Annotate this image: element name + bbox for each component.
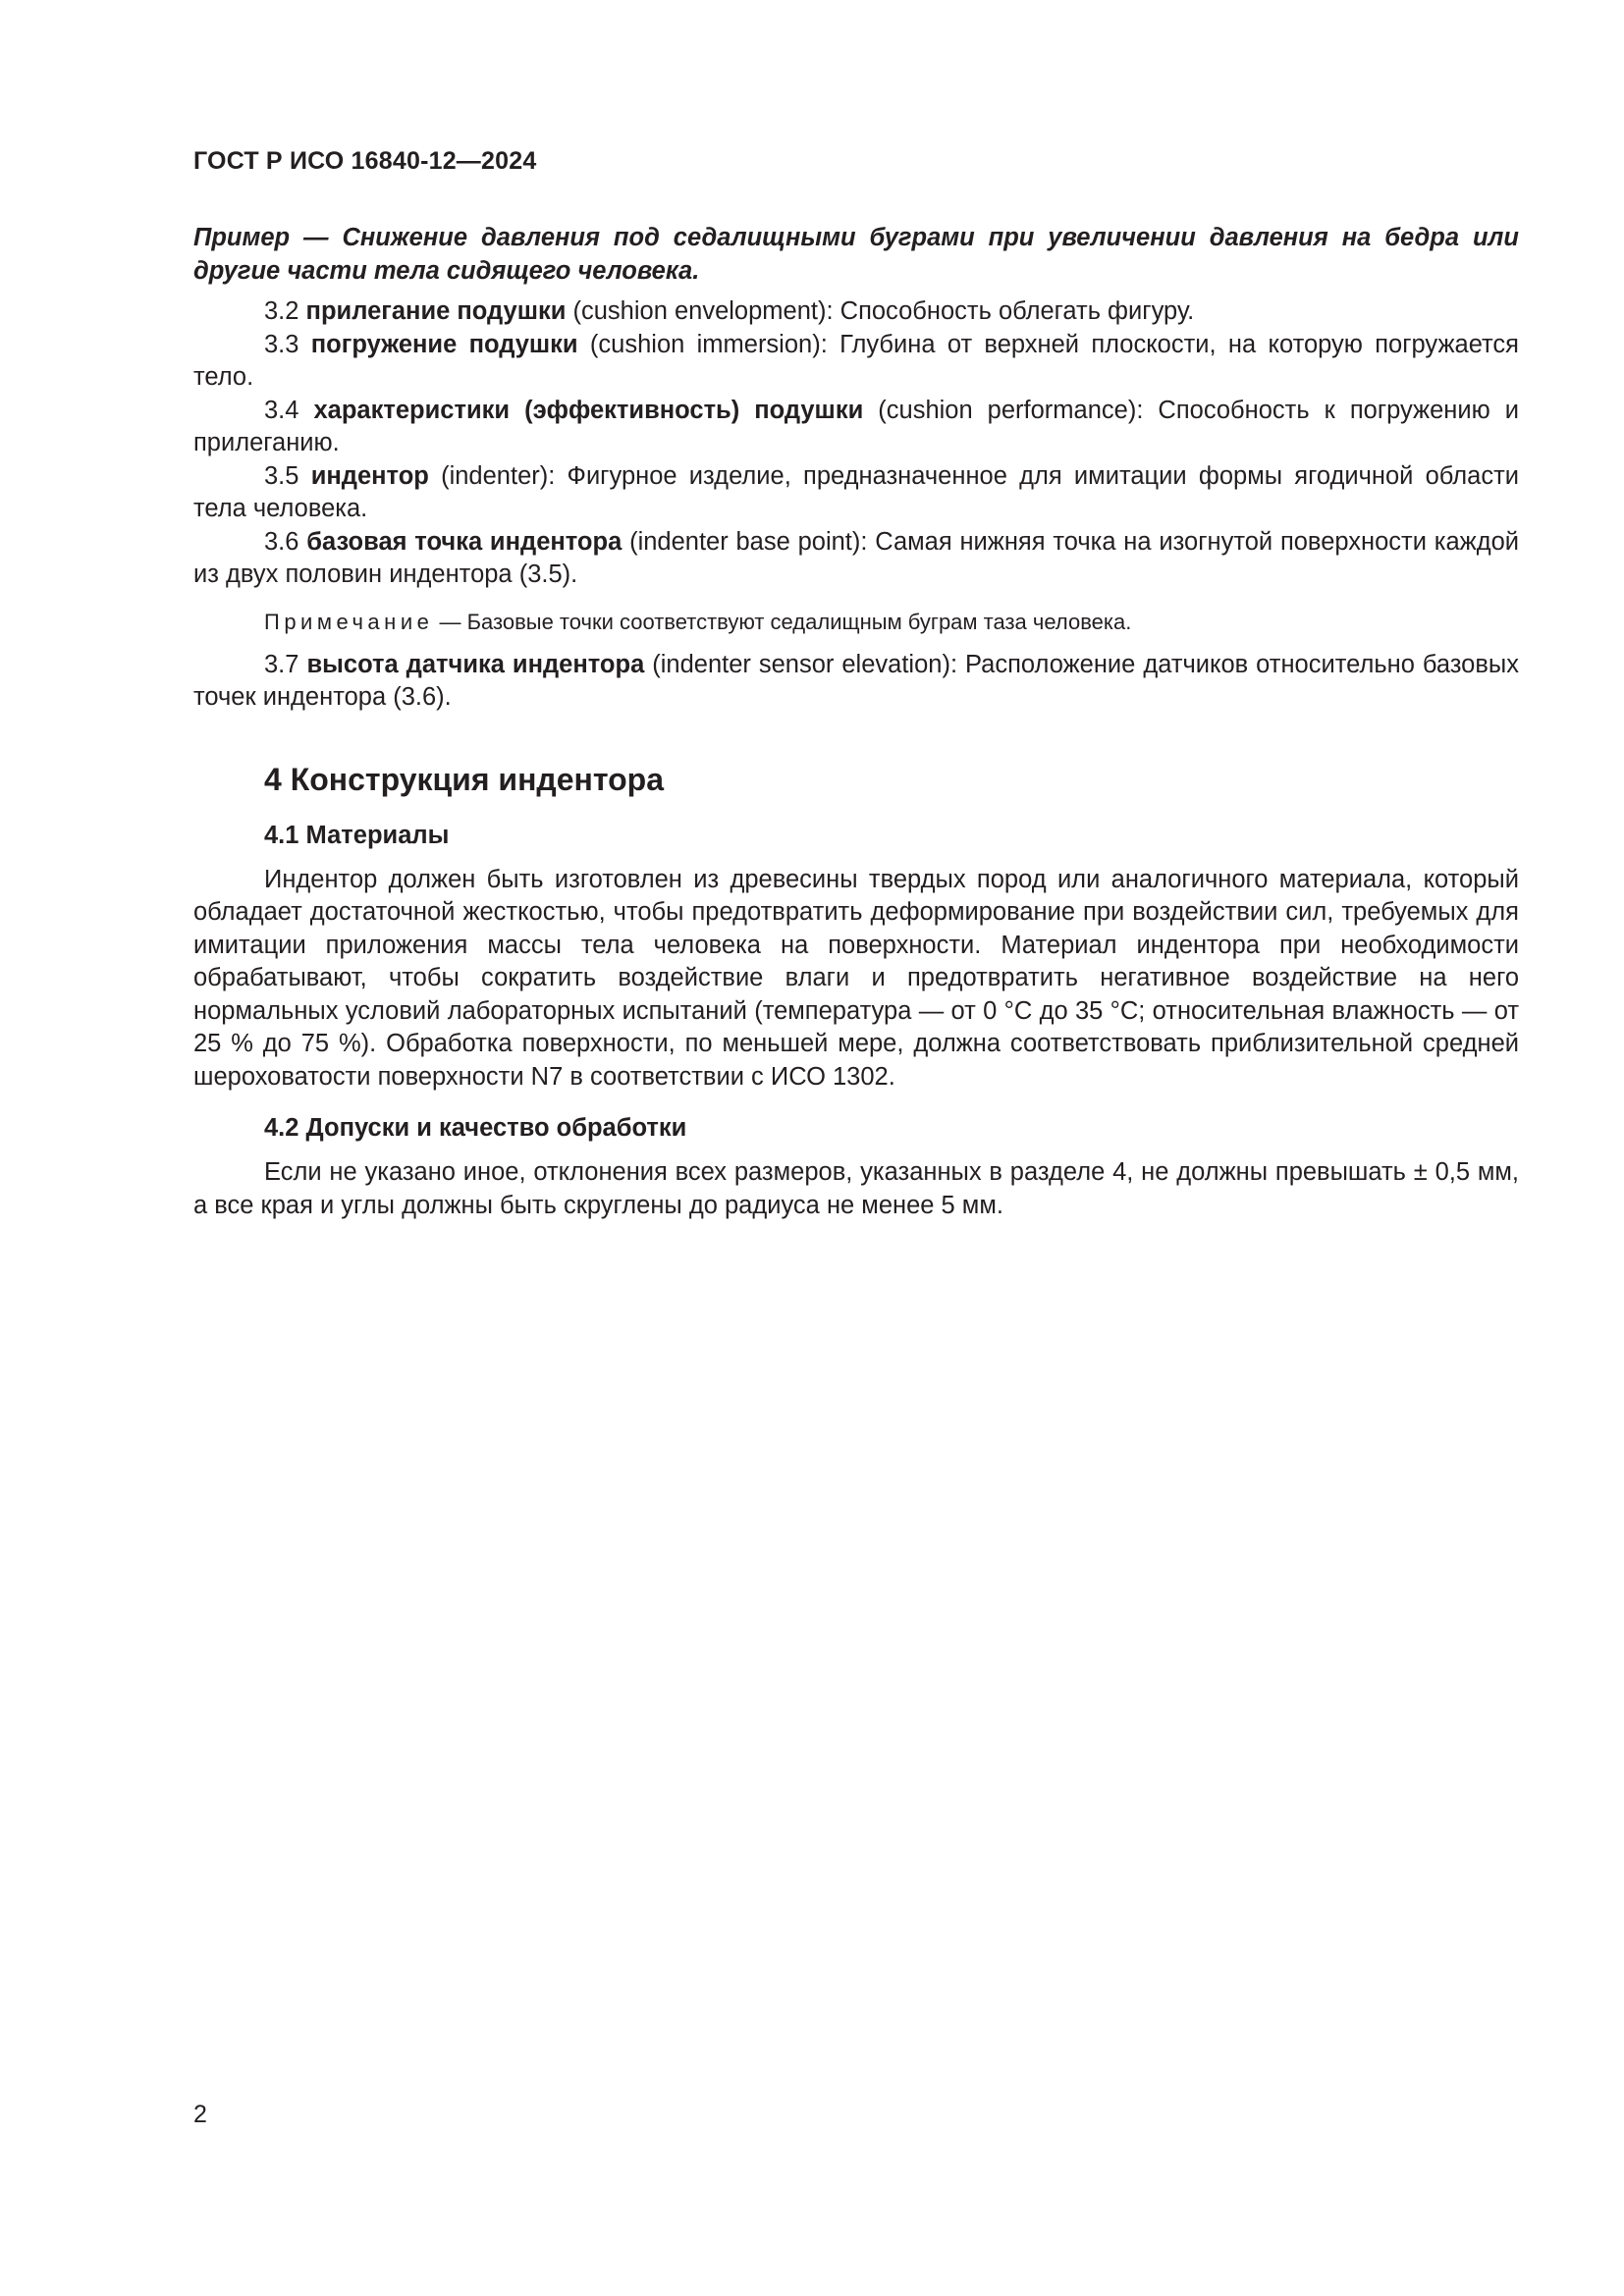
definition-text: (indenter): Фигурное изделие, предназначенное для имитации формы ягодичной области тела человека. (193, 461, 1519, 522)
subsection-4-1-title: 4.1 Материалы (264, 821, 450, 849)
definition-term: погружение подушки (310, 330, 578, 358)
subsection-4-2 (193, 1111, 1519, 1222)
page-number: 2 (193, 2101, 207, 2128)
definition-text: (indenter sensor elevation): Расположение датчиков относительно базовых точек индентора (3.6). (193, 650, 1519, 711)
definition-term: характеристики (эффективность) подушки (313, 396, 864, 424)
definition-number: 3.5 (264, 461, 299, 490)
definition-number: 3.6 (264, 527, 299, 556)
example-paragraph: Пример — Снижение давления под седалищными буграми при увеличении давления на бедра или другие части тела сидящего человека. (193, 224, 1519, 285)
definition-term: прилегание подушки (305, 297, 567, 325)
subsection-4-1-text: Индентор должен быть изготовлен из древесины твердых пород или аналогичного материала, который обладает достаточной жесткостью, чтобы предотвратить деформирование при воздействии сил, требуемых для имитации приложения массы тела человека на поверхности. Материал индентора при необходимости обрабатывают, чтобы сократить воздействие влаги и предотвратить негативное воздействие на него нормальных условий лабораторных испытаний (температура — от 0 °С до 35 °С; относительная влажность — от 25 % до 75 %). Обработка поверхности, по меньшей мере, должна соответствовать приблизительной средней шероховатости поверхности N7 в соответствии с ИСО 1302. (193, 865, 1519, 1091)
definition-term: базовая точка индентора (306, 527, 623, 556)
section-4-title: 4 Конструкция индентора (264, 761, 664, 797)
definition-number: 3.7 (264, 650, 299, 678)
note-label: Примечание (264, 609, 434, 634)
page-content (193, 222, 1519, 1240)
definition-number: 3.2 (264, 297, 299, 325)
note-paragraph (193, 608, 1519, 637)
subsection-4-1 (193, 819, 1519, 1095)
definition-3-5 (193, 460, 1519, 526)
subsection-4-2-title: 4.2 Допуски и качество обработки (264, 1114, 687, 1142)
document-header: ГОСТ Р ИСО 16840-12—2024 (193, 147, 537, 175)
definition-term: высота датчика индентора (306, 650, 645, 678)
definition-3-4 (193, 395, 1519, 460)
subsection-4-2-text: Если не указано иное, отклонения всех размеров, указанных в разделе 4, не должны превышать ± 0,5 мм, а все края и углы должны быть скруглены до радиуса не менее 5 мм. (193, 1158, 1519, 1219)
note-text: — Базовые точки соответствуют седалищным буграм таза человека. (433, 609, 1132, 634)
definition-text: (cushion envelopment): Способность облегать фигуру. (566, 297, 1195, 325)
definition-term: индентор (310, 461, 429, 490)
definition-3-7 (193, 649, 1519, 715)
definition-text: (cushion performance): Способность к погружению и прилеганию. (193, 396, 1520, 456)
definition-text: (indenter base point): Самая нижняя точка на изогнутой поверхности каждой из двух половин индентора (3.5). (193, 527, 1520, 588)
definition-number: 3.3 (264, 330, 299, 358)
definition-3-2 (193, 295, 1519, 329)
definition-3-6 (193, 526, 1519, 592)
definition-number: 3.4 (264, 396, 299, 424)
definition-3-3 (193, 329, 1519, 395)
definition-text: (cushion immersion): Глубина от верхней плоскости, на которую погружается тело. (193, 330, 1519, 391)
